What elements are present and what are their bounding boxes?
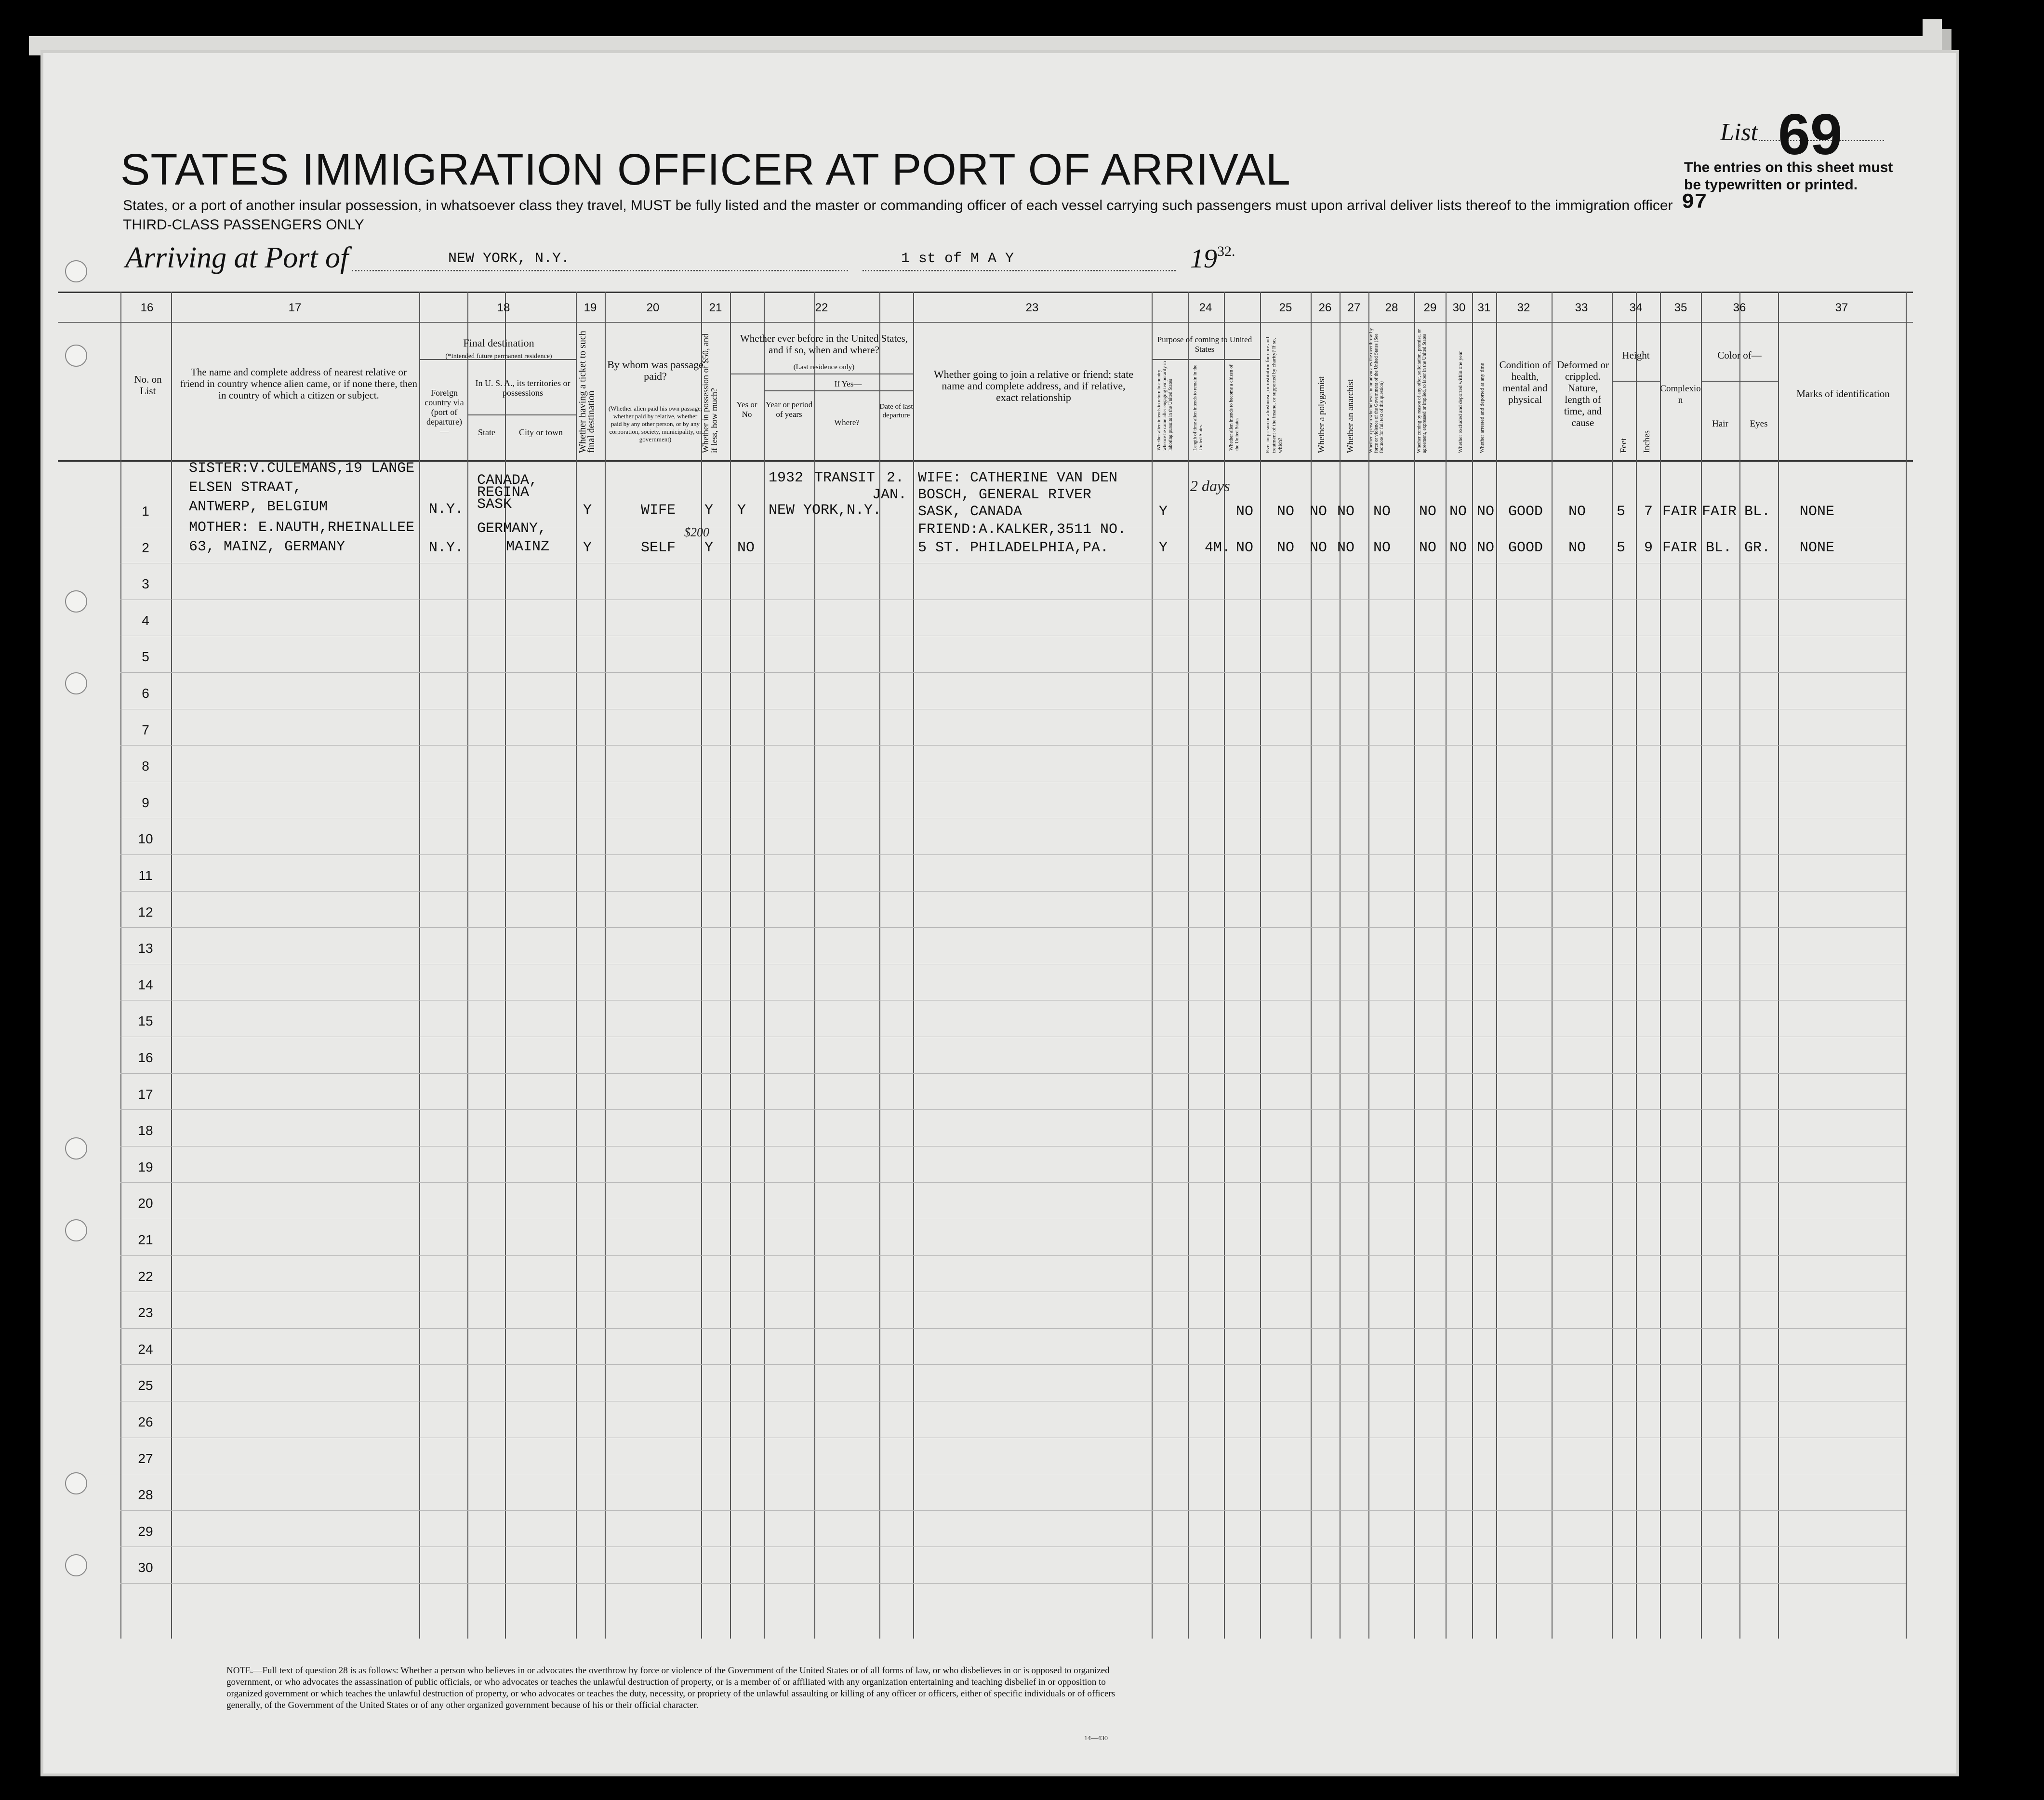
col-27-header: Whether an anarchist	[1345, 379, 1355, 453]
entries-note: The entries on this sheet must be typewritten or printed.	[1684, 160, 1893, 193]
row-1-feet: 5	[1617, 504, 1626, 520]
list-number: 69	[1778, 102, 1843, 167]
row-number: 22	[138, 1268, 153, 1284]
col-18a-header: Foreign country via (port of departure)—	[425, 388, 464, 436]
row-1-paid-by: WIFE	[641, 502, 676, 519]
arrival-port: NEW YORK, N.Y.	[448, 251, 570, 267]
row-1-marks: NONE	[1800, 504, 1835, 520]
col-24a-header: Whether alien intends to return to country whence he came after engaging temporarily in laboring pursuits in the United States	[1156, 361, 1173, 451]
row-rule	[120, 891, 1906, 892]
column-number: 30	[1452, 301, 1466, 314]
column-rule	[1368, 292, 1369, 1639]
col-16-header: No. on List	[134, 373, 162, 397]
row-number: 28	[138, 1487, 153, 1503]
subtitle: States, or a port of another insular possession, in whatsoever class they travel, MUST be fully listed and the master or commanding officer of each vessel carrying such passengers must upon arrival deliver lists thereof to the immigration officer	[123, 198, 1673, 213]
row-number: 26	[138, 1414, 153, 1429]
row-2-polygamist: NO	[1310, 540, 1327, 556]
row-rule	[120, 1364, 1906, 1365]
row-1-join-line-2: BOSCH, GENERAL RIVER	[918, 487, 1092, 503]
colnum-rule	[58, 322, 1913, 323]
column-number: 17	[288, 301, 302, 314]
col-31-header: Whether arrested and deported at any time	[1479, 363, 1485, 453]
row-1-hair: FAIR	[1702, 504, 1737, 520]
column-rule	[1311, 292, 1312, 1639]
column-rule	[730, 292, 731, 1639]
row-number: 16	[138, 1050, 153, 1065]
row-2-prison: NO	[1277, 540, 1295, 556]
row-2-join-line-1: FRIEND:A.KALKER,3511 NO.	[918, 521, 1127, 538]
row-2-eyes: GR.	[1744, 540, 1771, 556]
column-rule	[605, 292, 606, 1639]
column-rule	[1472, 292, 1473, 1639]
column-number: 26	[1318, 301, 1332, 314]
col-20-note: (Whether alien paid his own passage, whether paid by relative, whether paid by any other person, or by any corporation, society, municipality, or government)	[608, 405, 703, 443]
row-rule	[120, 1510, 1906, 1511]
row-1-anarchist: NO	[1337, 504, 1355, 520]
column-number: 37	[1835, 301, 1848, 314]
column-number: 28	[1385, 301, 1398, 314]
row-1-departure-line-1: 2.	[887, 470, 904, 486]
col-18b-header: In U. S. A., its territories or possessions	[475, 378, 571, 398]
row-1-q31: NO	[1477, 504, 1495, 520]
binder-hole	[65, 345, 87, 367]
row-1-inches: 7	[1644, 504, 1653, 520]
page-top-edge	[29, 36, 1923, 55]
col-17-header: The name and complete address of nearest relative or friend in country whence alien came, or if none there, then in country of which a citizen or subject.	[180, 366, 418, 401]
column-rule	[467, 292, 468, 1639]
header-sub-rule	[467, 414, 576, 415]
row-1-foreign: N.Y.	[429, 501, 464, 518]
row-2-q30: NO	[1449, 540, 1467, 556]
column-rule	[1906, 292, 1907, 1639]
column-rule	[1552, 292, 1553, 1639]
row-2-ticket: Y	[583, 540, 592, 556]
col-22a-header: Yes or No	[736, 400, 757, 419]
col-22b-header: Year or period of years	[765, 400, 813, 419]
arrival-year: $19^{32.}$	[1190, 243, 1235, 274]
row-2-hair: BL.	[1706, 540, 1732, 556]
column-number: 22	[815, 301, 828, 314]
arrival-date: 1 st of M A Y	[901, 251, 1014, 267]
row-2-state-line-1: GERMANY,	[477, 520, 547, 537]
header-sub-rule	[730, 373, 913, 374]
col-36-header: Color of—	[1717, 349, 1762, 361]
row-1-relative-line-1: SISTER:V.CULEMANS,19 LANGE	[189, 460, 415, 477]
binder-hole	[65, 1137, 87, 1160]
column-rule	[1496, 292, 1497, 1639]
row-number: 7	[142, 722, 149, 737]
col-26-header: Whether a polygamist	[1316, 376, 1326, 453]
row-2-inches: 9	[1644, 540, 1653, 556]
row-number: 27	[138, 1451, 153, 1466]
row-1-before: Y	[737, 502, 746, 519]
row-1-q28: NO	[1373, 504, 1391, 520]
col-22-header: Whether ever before in the United States, and if so, when and where?	[740, 333, 908, 356]
column-number: 18	[497, 301, 510, 314]
row-2-feet: 5	[1617, 540, 1626, 556]
column-rule	[576, 292, 577, 1639]
row-number: 10	[138, 831, 153, 847]
column-rule	[1446, 292, 1447, 1639]
row-number: 2	[142, 540, 149, 555]
class-line: THIRD-CLASS PASSENGERS ONLY	[123, 217, 364, 233]
col-20-header: By whom was passage paid?	[607, 359, 703, 382]
row-2-money: Y	[704, 540, 714, 556]
row-1-prison: NO	[1277, 504, 1295, 520]
row-number: 19	[138, 1159, 153, 1174]
row-2-relative-line-2: 63, MAINZ, GERMANY	[189, 539, 345, 555]
page-title: STATES IMMIGRATION OFFICER AT PORT OF ARRIVAL	[120, 145, 1291, 194]
col-24-header: Purpose of coming to United States	[1157, 335, 1252, 354]
row-number: 20	[138, 1196, 153, 1211]
column-number: 19	[584, 301, 597, 314]
footnote: NOTE.—Full text of question 28 is as follows: Whether a person who believes in or advocates the overthrow by force or violence of the Government of the United States or of all forms of law, or who disbelieves in or is opposed to organized government, or who advocates the assassination of public officials, or who advocates or teaches the unlawful destruction of property, or is a member of or affiliated with any organization entertaining and teaching disbelief in or opposition to organized government or which teaches the unlawful destruction of property, or who advocates or teaches the duty, necessity, or propriety of the unlawful assaulting or killing of any officer or officers, either of specific individuals or of officers generally, of the Government of the United States or of any other organized government because of his or their official character.	[226, 1666, 1115, 1710]
row-rule	[120, 854, 1906, 855]
column-number: 21	[709, 301, 722, 314]
col-18-note: (*Intended future permanent residence)	[445, 353, 552, 360]
row-1-ticket: Y	[583, 502, 592, 519]
col-28-header: Whether a person who believes in or advocates the overthrow by force or violence of the Government of the United States (See footnote for full text of this question)	[1368, 328, 1384, 453]
header-sub-rule	[1612, 381, 1660, 382]
col-34b-header: Inches	[1642, 430, 1651, 453]
row-rule	[120, 1109, 1906, 1110]
row-1-join-line-3: SASK, CANADA	[918, 504, 1022, 520]
sheet-number: 97	[1682, 190, 1707, 214]
row-rule	[120, 672, 1906, 673]
header-sub-rule	[1701, 381, 1778, 382]
row-number: 5	[142, 649, 149, 665]
row-number: 25	[138, 1378, 153, 1393]
column-number: 20	[646, 301, 660, 314]
date-dotted-line	[863, 270, 1176, 271]
column-rule	[171, 292, 172, 1639]
row-2-deformed: NO	[1568, 540, 1586, 556]
row-1-join-line-1: WIFE: CATHERINE VAN DEN	[918, 470, 1118, 486]
column-number: 31	[1477, 301, 1491, 314]
col-18b2-header: City or town	[518, 427, 563, 437]
col-25-header: Ever in prison or almshouse, or institution for care and treatment of the insane, or supported by charity? If so, which?	[1265, 337, 1283, 453]
column-rule	[1636, 292, 1637, 1639]
col-34a-header: Feet	[1619, 438, 1628, 453]
column-number: 27	[1347, 301, 1361, 314]
header-sub-rule	[764, 390, 913, 391]
col-18-header: Final destination	[463, 337, 534, 349]
row-1-relative-line-2: ELSEN STRAAT,	[189, 480, 302, 496]
row-rule	[120, 1583, 1906, 1584]
binder-hole	[65, 590, 87, 613]
column-number: 35	[1674, 301, 1687, 314]
binder-hole	[65, 1219, 87, 1241]
row-1-length: 2 days	[1190, 477, 1230, 494]
row-number: 30	[138, 1560, 153, 1575]
column-number: 36	[1733, 301, 1746, 314]
col-32-header: Condition of health, mental and physical	[1499, 359, 1551, 405]
col-36b-header: Eyes	[1750, 419, 1768, 429]
row-2-marks: NONE	[1800, 540, 1835, 556]
row-1-polygamist: NO	[1310, 504, 1327, 520]
row-2-join-line-2: 5 ST. PHILADELPHIA,PA.	[918, 540, 1109, 556]
row-2-length: 4M.	[1205, 540, 1231, 556]
column-rule	[1739, 292, 1740, 1639]
row-number: 23	[138, 1305, 153, 1320]
col-22d-header: Date of last departure	[879, 403, 913, 419]
column-rule	[1340, 292, 1341, 1639]
row-1-q29: NO	[1419, 504, 1437, 520]
column-number: 34	[1629, 301, 1643, 314]
column-rule	[1414, 292, 1415, 1639]
col-29-header: Whether coming by reason of any offer, solicitation, promise, or agreement, expressed or implied, to labor in the United States	[1417, 329, 1427, 453]
row-1-where-line-2: NEW YORK,N.Y.	[769, 502, 882, 519]
col-23-header: Whether going to join a relative or friend; state name and complete address, and if relative, exact relationship	[933, 368, 1134, 403]
row-2-paid-by: SELF	[641, 540, 676, 556]
table-top-rule	[58, 292, 1913, 293]
col-24c-header: Whether alien intends to become a citizen of the United States	[1229, 364, 1240, 451]
row-number: 18	[138, 1123, 153, 1138]
row-number: 3	[142, 576, 149, 592]
column-number: 23	[1025, 301, 1039, 314]
column-rule	[1660, 292, 1661, 1639]
row-2-complexion: FAIR	[1662, 540, 1698, 556]
column-rule	[1612, 292, 1613, 1639]
row-1-departure-line-2: JAN.	[872, 487, 907, 503]
row-2-q28: NO	[1373, 540, 1391, 556]
column-number: 32	[1517, 301, 1530, 314]
row-1-money: Y	[704, 502, 714, 519]
row-1-q30: NO	[1449, 504, 1467, 520]
col-30-header: Whether excluded and deported within one year	[1458, 351, 1463, 453]
row-number: 24	[138, 1341, 153, 1357]
row-rule	[120, 1073, 1906, 1074]
row-2-anarchist: NO	[1337, 540, 1355, 556]
row-2-state-line-2: MAINZ	[506, 539, 550, 555]
row-number: 13	[138, 941, 153, 956]
column-number: 29	[1423, 301, 1437, 314]
row-2-q29: NO	[1419, 540, 1437, 556]
row-1-complexion: FAIR	[1662, 504, 1698, 520]
column-number: 25	[1279, 301, 1292, 314]
row-1-eyes: BL.	[1744, 504, 1771, 520]
binder-hole	[65, 1554, 87, 1576]
column-number: 33	[1575, 301, 1588, 314]
row-number: 12	[138, 904, 153, 920]
row-rule	[120, 927, 1906, 928]
column-number: 16	[140, 301, 154, 314]
column-rule	[764, 292, 765, 1639]
col-21-header: Whether in possession of $50, and if less, how much?	[701, 333, 719, 453]
column-number: 24	[1199, 301, 1212, 314]
arriving-label: Arriving at Port of	[125, 241, 349, 274]
row-number: 6	[142, 686, 149, 701]
row-2-return: Y	[1159, 540, 1168, 556]
column-rule	[1778, 292, 1779, 1639]
binder-hole	[65, 260, 87, 282]
row-2-relative-line-1: MOTHER: E.NAUTH,RHEINALLEE	[189, 520, 415, 536]
row-number: 11	[138, 868, 153, 883]
row-1-deformed: NO	[1568, 504, 1586, 520]
col-35-header: Complexion	[1660, 384, 1701, 405]
row-number: 4	[142, 613, 149, 628]
col-34-header: Height	[1622, 349, 1650, 361]
row-rule	[120, 745, 1906, 746]
binder-hole	[65, 1472, 87, 1494]
column-rule	[1701, 292, 1702, 1639]
row-1-health: GOOD	[1508, 504, 1543, 520]
row-number: 9	[142, 795, 149, 810]
column-rule	[701, 292, 702, 1639]
row-2-q31: NO	[1477, 540, 1495, 556]
col-24b-header: Length of time alien intends to remain in the United States	[1193, 364, 1204, 451]
column-rule	[1188, 292, 1189, 1639]
port-dotted-line	[352, 270, 848, 271]
row-rule	[120, 1146, 1906, 1147]
row-1-state-line-3: SASK	[477, 496, 512, 513]
column-rule	[913, 292, 914, 1639]
binder-hole	[65, 672, 87, 694]
row-number: 21	[138, 1232, 153, 1247]
col-22c-header: Where?	[834, 418, 860, 427]
col-19-header: Whether having a ticket to such final destination	[577, 331, 597, 453]
row-number: 29	[138, 1523, 153, 1539]
col-36a-header: Hair	[1712, 419, 1728, 429]
row-1-where-line-1: TRANSIT	[814, 470, 876, 486]
row-2-foreign: N.Y.	[429, 540, 464, 556]
row-number: 1	[142, 504, 149, 519]
row-1-return: Y	[1159, 504, 1168, 520]
row-number: 17	[138, 1086, 153, 1102]
column-rule	[1260, 292, 1261, 1639]
row-1-state-line-1: CANADA,	[477, 472, 538, 489]
row-1-relative-line-3: ANTWERP, BELGIUM	[189, 499, 328, 515]
row-rule	[120, 1255, 1906, 1256]
row-rule	[120, 1328, 1906, 1329]
col-22-note: (Last residence only)	[793, 363, 855, 371]
row-2-citizen: NO	[1236, 540, 1254, 556]
col-18b1-header: State	[478, 427, 495, 437]
row-number: 8	[142, 759, 149, 774]
col-33-header: Deformed or crippled. Nature, length of time, and cause	[1557, 359, 1609, 428]
col-22-ifyes: If Yes—	[834, 379, 862, 388]
row-1-state-line-2: REGINA	[477, 484, 530, 501]
form-number: 14—430	[1084, 1735, 1108, 1742]
column-rule	[419, 292, 420, 1639]
column-rule	[120, 292, 121, 1639]
row-2-before: NO	[737, 540, 755, 556]
row-1-citizen: NO	[1236, 504, 1254, 520]
column-rule	[1152, 292, 1153, 1639]
column-rule	[814, 292, 815, 1639]
row-2-money-note: $200	[684, 525, 709, 539]
row-2-health: GOOD	[1508, 540, 1543, 556]
row-number: 15	[138, 1013, 153, 1029]
row-rule	[120, 1182, 1906, 1183]
row-1-year: 1932	[769, 470, 804, 486]
row-number: 14	[138, 977, 153, 992]
col-37-header: Marks of identification	[1796, 388, 1890, 400]
list-label: List	[1720, 119, 1758, 146]
